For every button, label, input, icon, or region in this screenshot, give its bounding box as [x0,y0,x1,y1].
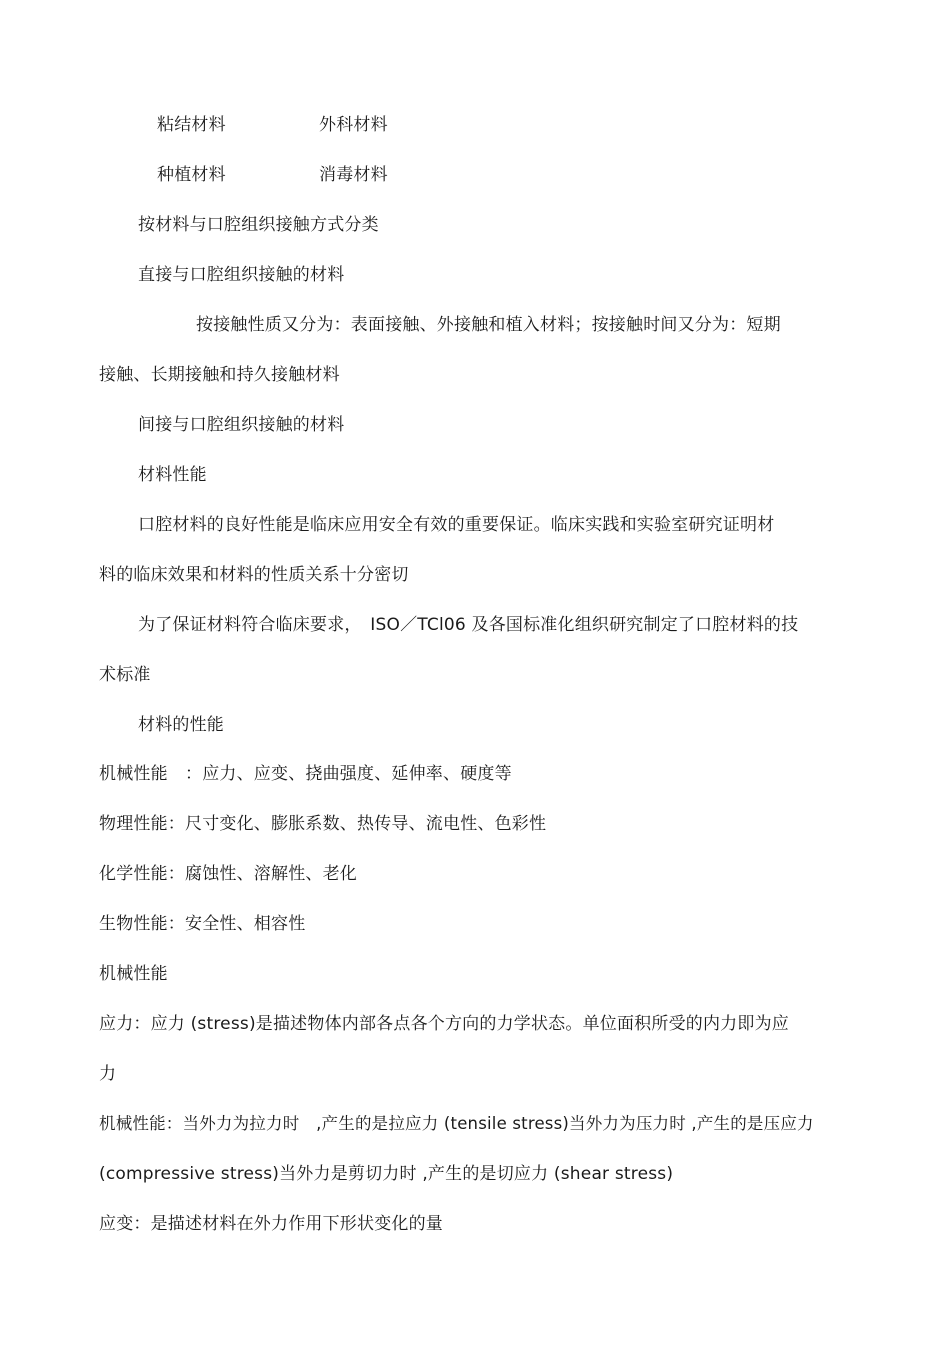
chemical-properties: 化学性能：腐蚀性、溶解性、老化 [99,864,357,884]
direct-contact-materials: 直接与口腔组织接触的材料 [138,265,345,285]
indirect-contact-materials: 间接与口腔组织接触的材料 [138,415,345,435]
iso-paragraph-line-2: 术标准 [99,665,151,685]
physical-properties: 物理性能：尺寸变化、膨胀系数、热传导、流电性、色彩性 [99,814,547,834]
contact-description-line-1: 按接触性质又分为：表面接触、外接触和植入材料；按接触时间又分为：短期 [196,315,781,335]
heading-mechanical-properties: 机械性能 [99,964,168,984]
stress-definition-line-1: 应力：应力 (stress)是描述物体内部各点各个方向的力学状态。单位面积所受的内力即为应 [99,1014,789,1034]
category-surgical: 外科材料 [319,115,388,135]
category-disinfection: 消毒材料 [319,165,388,185]
mechanical-properties: 机械性能 ：应力、应变、挠曲强度、延伸率、硬度等 [99,764,512,784]
strain-definition: 应变：是描述材料在外力作用下形状变化的量 [99,1214,443,1234]
heading-material-properties: 材料的性能 [138,715,224,735]
performance-paragraph-line-2: 料的临床效果和材料的性质关系十分密切 [99,565,409,585]
stress-definition-line-2: 力 [99,1064,117,1084]
contact-description-line-2: 接触、长期接触和持久接触材料 [99,365,340,385]
mechanical-stress-types-line-2: (compressive stress)当外力是剪切力时 ,产生的是切应力 (shear stress) [99,1164,674,1184]
category-adhesive: 粘结材料 [157,115,226,135]
mechanical-stress-types-line-1: 机械性能：当外力为拉力时 ,产生的是拉应力 (tensile stress)当外力为压力时 ,产生的是压应力 [99,1114,814,1133]
category-implant: 种植材料 [157,165,226,185]
iso-paragraph-line-1: 为了保证材料符合临床要求， ISO／TCl06 及各国标准化组织研究制定了口腔材料的技 [138,615,799,635]
biological-properties: 生物性能：安全性、相容性 [99,914,306,934]
heading-material-performance: 材料性能 [138,465,207,485]
performance-paragraph-line-1: 口腔材料的良好性能是临床应用安全有效的重要保证。临床实践和实验室研究证明材 [138,515,775,535]
heading-contact-classification: 按材料与口腔组织接触方式分类 [138,215,379,235]
